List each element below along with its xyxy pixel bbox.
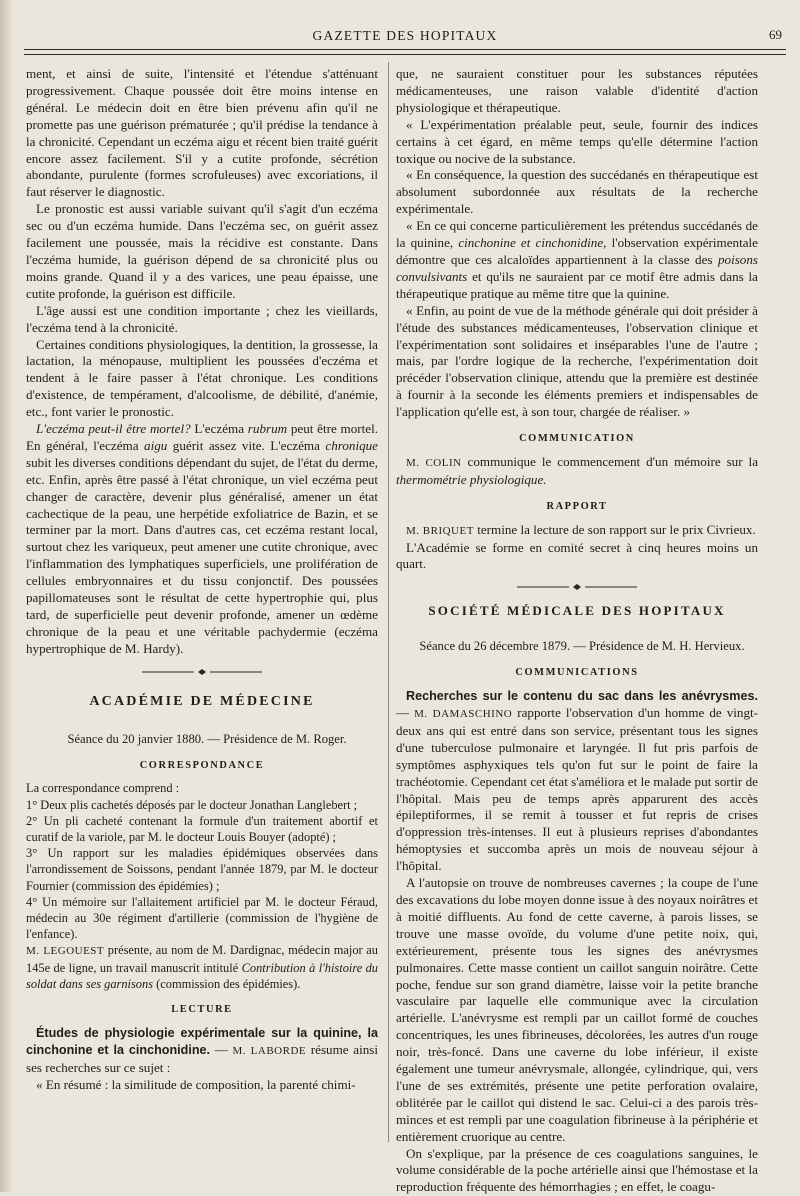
italic-text: rubrum <box>247 421 288 437</box>
text: subit les diverses conditions dépendant du sujet, de l'état du derme, etc. Enfin, après être passé à l'état chronique, un viel eczéma peut changer de caractère, devenir plus généralisé, amener un état cachectique de la peau, une herpétide exfoliatrice de Bazin, et se terminer par la mort. Dans d'autres cas, cet eczéma restant local, surtout chez les variqueux, peut amener une cutite chronique, avec l'inflammation des lymphatiques superficiels, une prolifération de cellules embryonnaires et du tissu conjonctif. Des poussées papillomateuses sont le résultat de cette hypertrophie qui, plus tard, de superficielle peut devenir profonde, amener un œdème chronique de la peau et une véritable pachydermie (eczéma hypertrophique de M. Hardy). <box>26 454 378 656</box>
paragraph <box>26 421 378 658</box>
list-item: 4° Un mémoire sur l'allaitement artificiel par M. le docteur Féraud, médecin au 30e régiment d'artillerie (commission de l'hygiène de l'enfance). <box>26 894 378 942</box>
italic-text: Contribution à l'histoire du soldat dans ses garnisons <box>26 960 379 991</box>
subhead-communication: COMMUNICATION <box>519 433 635 445</box>
ornament-divider-icon <box>517 583 637 591</box>
subhead-lecture: LECTURE <box>171 1004 233 1016</box>
text: , l'observation expérimentale démontre que ces alcaloïdes appartiennent à la classe des <box>396 235 758 267</box>
subhead-correspondance: CORRESPONDANCE <box>139 759 265 771</box>
paragraph: ment, et ainsi de suite, l'intensité et l'étendue s'atténuant progressivement. Chaque poussée doit être moins intense en général. Le médecin doit en être bien prévenu afin qu'il ne promette pas une guérison prématurée ; qu'il prédise la tendance à la chronicité. Cependant un eczéma aigu et récent bien traité guérit encore assez facilement. S'il y a cutite profonde, sécrétion abondante, purulente (formes scrofuleuses) avec excoriations, il faut réserver le diagnostic. <box>26 66 378 200</box>
page-header <box>24 26 786 48</box>
list-item: 1° Deux plis cachetés déposés par le docteur Jonathan Langlebert ; <box>26 797 358 812</box>
paragraph: « Enfin, au point de vue de la méthode générale qui doit présider à l'étude des substances médicamenteuses, l'observation clinique et l'expérimentation sont solidaires et inséparables l'une de l'autre ; mais, par l'ordre logique de la recherche, l'expérimentation doit précéder l'observation clinique, attendu que la première est destinée à fournir à la seconde les éléments premiers et indispensables de l'application qu'elle est, à son tour, chargée de réaliser. » <box>396 302 758 420</box>
bold-heading: Recherches sur le contenu du sac dans les anévrysmes. <box>406 689 758 704</box>
left-column <box>26 66 378 1094</box>
italic-text: aigu <box>144 437 168 453</box>
paragraph <box>396 454 758 489</box>
paragraph: L'Académie se forme en comité secret à cinq heures moins un quart. <box>396 539 758 572</box>
bold-heading: Études de physiologie expérimentale sur la quinine, la cinchonine et la cinchonidine. <box>26 1025 378 1057</box>
paragraph: L'âge aussi est une condition importante ; chez les vieillards, l'eczéma tend à la chronicité. <box>26 302 378 335</box>
ornament-divider-icon <box>142 668 262 676</box>
speaker-name: M. BRIQUET <box>406 524 474 537</box>
italic-text: chronique <box>325 437 378 453</box>
paragraph <box>26 942 378 992</box>
paragraph: A l'autopsie on trouve de nombreuses cavernes ; la coupe de l'une des excavations du lobe moyen donne issue à des noyaux noirâtres et à moitié diffluents. Au fond de cette caverne, à parois lisses, se trouve une masse ovoïde, du volume d'une petite noix, qui, extérieurement, présente tous les signes des anévrysmes pulmonaires. Cette masse contient un caillot sanguin noirâtre. Cette poche, fendue sur son grand diamètre, laisse voir la petite branche vasculaire par laquelle elle communique avec la circulation artérielle. L'anévrysme est rempli par un caillot formé de couches concentriques, les unes fibrineuses, décolorées, les autres d'un rouge noir, très-foncé. Dans une caverne du lobe inférieur, il existe également une tumeur anévrysmale, allongée, cylindrique, qui, vers l'une de ses extrémités, présente une petite perforation ovalaire, oblitérée par le caillot qui distend le sac. Celui-ci a des parois très-minces et est rempli par une coagulation fibrineuse à la périphérie et entièrement cruorique au centre. <box>396 875 758 1144</box>
binding-gutter <box>0 0 14 1192</box>
text: communique le commencement d'un mémoire sur la <box>461 453 758 469</box>
text: rapporte l'observation d'un homme de vingt-deux ans qui est entré dans son service, présentant tous les signes d'une tuberculose pulmonaire et laryngée. Il fut pris parfois de symptômes asphyxiques tels qu'on fut sur le point de faire la trachéotomie. Cependant cet état s'améliora et le malade put sortir de l'hôpital. Mais peu de temps après apparurent des accès épileptiformes, il se remit à tousser et fut repris de crises d'oppression très-intenses. Il eut à plusieurs reprises d'abondantes hémoptysies et succomba après un mois de nouveau séjour à l'hôpital. <box>396 705 759 874</box>
paragraph <box>396 522 758 540</box>
speaker-name: M. LABORDE <box>232 1044 307 1057</box>
text: L'eczéma <box>190 421 248 437</box>
italic-text: thermométrie physiologique. <box>396 471 547 487</box>
paragraph <box>26 1025 378 1077</box>
paragraph: « L'expérimentation préalable peut, seule, fournir des indices certains à cet égard, en même temps qu'elle détermine l'action toxique ou nocive de la substance. <box>396 116 758 166</box>
paragraph: On s'explique, par la présence de ces coagulations sanguines, le volume considérable de la poche artérielle ainsi que l'hémostase et la reproduction fréquente des hémorrhagies ; en effet, le coagu- <box>396 1145 758 1195</box>
paragraph <box>396 688 758 875</box>
list-intro: La correspondance comprend : <box>26 781 180 796</box>
paragraph: Certaines conditions physiologiques, la dentition, la grossesse, la lactation, la ménopause, multiplient les poussées d'eczéma et tendent à le faire passer à l'état chronique. Les conditions d'existence, de tempérament, d'alcoolisme, de débilité, d'anémie, etc., font varier le pronostic. <box>26 336 378 420</box>
page-number: 69 <box>769 27 782 42</box>
text: résume ainsi ses recherches sur ce sujet : <box>26 1041 378 1075</box>
list-item: 2° Un pli cacheté contenant la formule d'un traitement abortif et curatif de la variole, par M. le docteur Louis Bouyer (adopté) ; <box>26 813 378 845</box>
speaker-name: M. COLIN <box>406 456 462 469</box>
column-divider <box>388 62 389 1142</box>
section-title-societe: SOCIÉTÉ MÉDICALE DES HOPITAUX <box>428 603 726 619</box>
subhead-communications: COMMUNICATIONS <box>515 667 639 679</box>
header-rule <box>24 49 786 55</box>
seance-line: Séance du 26 décembre 1879. — Présidence de M. H. Hervieux. <box>419 639 745 654</box>
paragraph: « En résumé : la similitude de composition, la parenté chimi- <box>36 1076 356 1092</box>
text: guérit assez vite. L'eczéma <box>167 437 326 453</box>
speaker-name: M. LEGOUEST <box>26 945 105 958</box>
paragraph: « En conséquence, la question des succédanés en thérapeutique est absolument subordonnée aux résultats de la recherche expérimentale. <box>396 167 758 217</box>
text: — <box>210 1041 233 1057</box>
speaker-name: M. DAMASCHINO <box>414 708 513 720</box>
text: (commission des épidémies). <box>153 976 301 991</box>
italic-text: poisons convulsivants <box>396 251 758 284</box>
list-item: 3° Un rapport sur les maladies épidémiques observées dans l'arrondissement de Soissons, pendant l'année 1879, par M. le docteur Fournier (commission des épidémies) ; <box>26 846 378 893</box>
italic-text: cinchonine et cinchonidine <box>458 235 604 251</box>
journal-title: GAZETTE DES HOPITAUX <box>312 28 498 43</box>
text: termine la lecture de son rapport sur le prix Civrieux. <box>473 521 756 537</box>
subhead-rapport: RAPPORT <box>546 500 608 512</box>
text: présente, au nom de M. Dardignac, médecin major au 145e de ligne, un travail manuscrit intitulé <box>26 943 378 975</box>
paragraph: Le pronostic est aussi variable suivant qu'il s'agit d'un eczéma sec ou d'un eczéma humide. Dans l'eczéma sec, on guérit assez facilement une poussée, mais la récidive est constante. Dans l'eczéma humide, la guérison dépend de sa chronicité plus ou moins grande. Quand il y a des varices, une peau épaisse, une cutite profonde, la guérison est difficile. <box>26 201 378 301</box>
section-title-academie: ACADÉMIE DE MÉDECINE <box>89 693 315 709</box>
seance-line: Séance du 20 janvier 1880. — Présidence de M. Roger. <box>67 731 347 746</box>
paragraph: que, ne sauraient constituer pour les substances réputées médicamenteuses, une raison valable d'identité d'action physiologique et thérapeutique. <box>396 66 758 115</box>
text: « En ce qui concerne particulièrement les prétendus succédanés de la quinine, <box>396 218 758 251</box>
italic-text: L'eczéma peut-il être mortel? <box>36 421 191 437</box>
paragraph <box>396 218 758 303</box>
text: peut être mortel. En général, l'eczéma <box>26 421 378 453</box>
right-column <box>396 66 758 1196</box>
text: et qu'ils ne sauraient par ce motif être admis dans la thérapeutique pratique au même titre que la quinine. <box>396 268 758 301</box>
text: — <box>396 705 415 720</box>
